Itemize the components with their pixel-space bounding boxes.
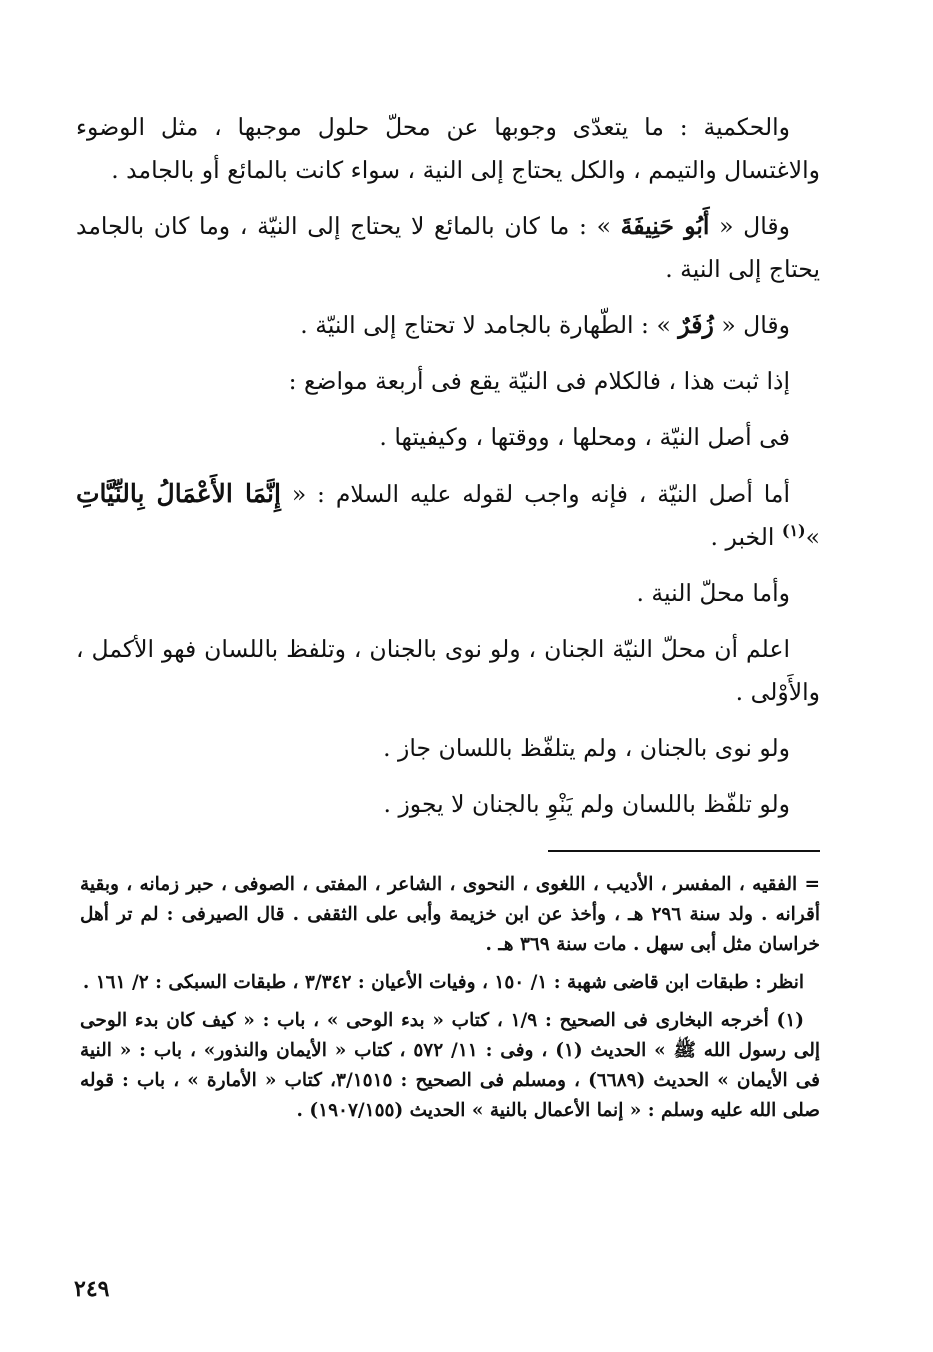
- paragraph-6-lead: أما أصل النيّة ، فإنه واجب لقوله عليه السلام : «: [280, 480, 790, 508]
- paragraph-9: ولو نوى بالجنان ، ولم يتلفّظ باللسان جاز .: [383, 734, 790, 762]
- paragraph-2-lead: وقال «: [709, 212, 790, 240]
- paragraph-6-rest: الخبر .: [710, 523, 782, 551]
- paragraph-7: وأما محلّ النية .: [636, 579, 790, 607]
- footnotes: [80, 870, 820, 1134]
- page-number: ٢٤٩: [74, 1276, 110, 1302]
- paragraph-5: فى أصل النيّة ، ومحلها ، ووقتها ، وكيفيتها .: [379, 423, 790, 451]
- name-zufar: زُفَرٌ: [678, 311, 714, 339]
- paragraph-3: [76, 304, 820, 347]
- footnote-sources: انظر : طبقات ابن قاضى شهبة : ١/ ١٥٠ ، وفيات الأعيان : ٣/٣٤٢ ، طبقات السبكى : ٢/ ١٦١ .: [82, 972, 804, 993]
- paragraph-3-lead: وقال «: [713, 311, 790, 339]
- paragraph-4: إذا ثبت هذا ، فالكلام فى النيّة يقع فى أربعة مواضع :: [288, 367, 790, 395]
- footnote-1: (١) أخرجه البخارى فى الصحيح : ١/٩ ، كتاب « بدء الوحى » ، باب : « كيف كان بدء الوحى إلى رسول الله ﷺ » الحديث (١) ، وفى : ١١/ ٥٧٢ ، كتاب « الأيمان والنذور» ، باب : « النية فى الأيمان » الحديث (٦٦٨٩) ، ومسلم فى الصحيح : ٣/١٥١٥، كتاب « الأمارة » ، باب : قوله صلى الله عليه وسلم : « إنما الأعمال بالنية » الحديث (١٩٠٧/١٥٥) .: [80, 1010, 821, 1121]
- paragraph-2-rest: » : ما كان بالمائع لا يحتاج إلى النيّة ، وما كان بالجامد يحتاج إلى النية .: [76, 212, 820, 283]
- paragraph-8: اعلم أن محلّ النيّة الجنان ، ولو نوى بالجنان ، وتلفظ باللسان فهو الأكمل ، والأَوْلى .: [76, 635, 820, 706]
- paragraph-1: والحكمية : ما يتعدّى وجوبها عن محلّ حلول موجبها ، مثل الوضوء والاغتسال والتيمم ، والكل يحتاج إلى النية ، سواء كانت بالمائع أو بالجامد .: [76, 113, 820, 184]
- paragraph-6: [76, 472, 820, 559]
- paragraph-6-quote-close: »: [805, 523, 820, 551]
- paragraph-10: ولو تلفّظ باللسان ولم يَنْوِ بالجنان لا يجوز .: [383, 790, 790, 818]
- footnote-reference[interactable]: (١): [781, 521, 806, 541]
- footnote-divider: [548, 850, 820, 852]
- footnote-continued-biography: = الفقيه ، المفسر ، الأديب ، اللغوى ، النحوى ، الشاعر ، المفتى ، الصوفى ، حبر زمانه ، وبقية أقرانه . ولد سنة ٢٩٦ هـ ، وأخذ عن ابن خزيمة وأبى على الثقفى . قال الصيرفى : لم تر أهل خراسان مثل أبى سهل . مات سنة ٣٦٩ هـ .: [80, 874, 820, 955]
- paragraph-2: [76, 205, 820, 291]
- name-abu-hanifa: أَبُو حَنِيفَةَ: [620, 212, 710, 240]
- hadith-quote: إِنَّمَا الأَعْمَالُ بِالنِّيَّاتِ: [76, 479, 281, 508]
- main-text: [76, 106, 820, 839]
- paragraph-3-rest: » : الطّهارة بالجامد لا تحتاج إلى النيّة .: [300, 311, 679, 339]
